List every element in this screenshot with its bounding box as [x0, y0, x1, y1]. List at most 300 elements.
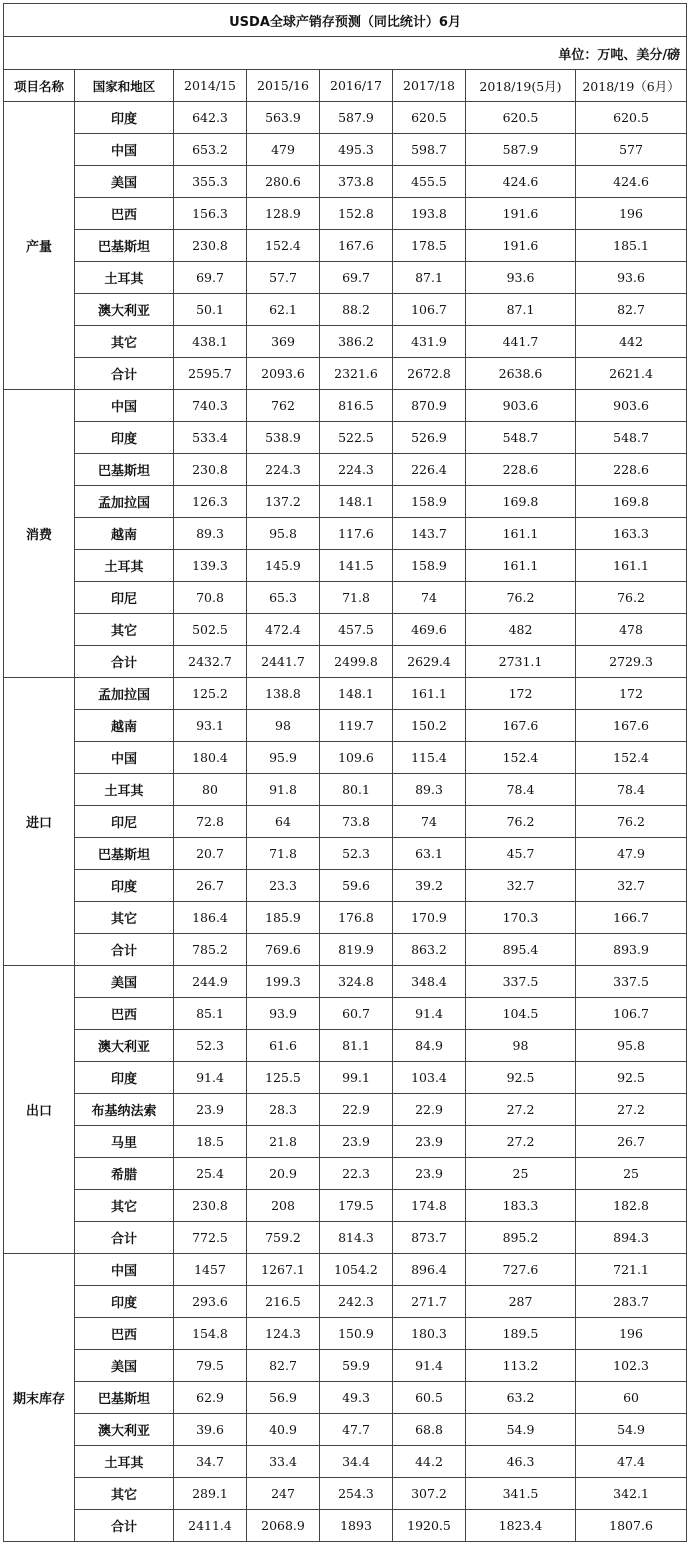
value-cell: 95.9 [247, 742, 320, 774]
value-cell: 369 [247, 326, 320, 358]
region-cell: 土耳其 [75, 1446, 174, 1478]
value-cell: 33.4 [247, 1446, 320, 1478]
value-cell: 182.8 [576, 1190, 687, 1222]
value-cell: 78.4 [466, 774, 576, 806]
table-row [4, 1254, 687, 1286]
value-cell: 152.4 [466, 742, 576, 774]
table-row [4, 1158, 687, 1190]
value-cell: 653.2 [174, 134, 247, 166]
value-cell: 247 [247, 1478, 320, 1510]
value-cell: 156.3 [174, 198, 247, 230]
value-cell: 1267.1 [247, 1254, 320, 1286]
value-cell: 89.3 [174, 518, 247, 550]
value-cell: 533.4 [174, 422, 247, 454]
value-cell: 185.1 [576, 230, 687, 262]
value-cell: 22.9 [320, 1094, 393, 1126]
value-cell: 47.7 [320, 1414, 393, 1446]
col-header-2016-17: 2016/17 [320, 70, 393, 102]
region-cell: 中国 [75, 390, 174, 422]
value-cell: 870.9 [393, 390, 466, 422]
value-cell: 903.6 [466, 390, 576, 422]
region-cell: 巴基斯坦 [75, 230, 174, 262]
value-cell: 721.1 [576, 1254, 687, 1286]
region-cell: 中国 [75, 1254, 174, 1286]
value-cell: 230.8 [174, 230, 247, 262]
table-row [4, 582, 687, 614]
value-cell: 103.4 [393, 1062, 466, 1094]
value-cell: 145.9 [247, 550, 320, 582]
value-cell: 816.5 [320, 390, 393, 422]
value-cell: 185.9 [247, 902, 320, 934]
table-row [4, 678, 687, 710]
value-cell: 52.3 [174, 1030, 247, 1062]
value-cell: 893.9 [576, 934, 687, 966]
region-cell: 巴基斯坦 [75, 454, 174, 486]
value-cell: 472.4 [247, 614, 320, 646]
value-cell: 18.5 [174, 1126, 247, 1158]
value-cell: 56.9 [247, 1382, 320, 1414]
value-cell: 167.6 [320, 230, 393, 262]
value-cell: 80.1 [320, 774, 393, 806]
value-cell: 2672.8 [393, 358, 466, 390]
table-row [4, 1414, 687, 1446]
value-cell: 117.6 [320, 518, 393, 550]
value-cell: 148.1 [320, 486, 393, 518]
table-row [4, 934, 687, 966]
value-cell: 23.9 [320, 1126, 393, 1158]
region-cell: 越南 [75, 710, 174, 742]
region-cell: 合计 [75, 1510, 174, 1542]
value-cell: 348.4 [393, 966, 466, 998]
value-cell: 283.7 [576, 1286, 687, 1318]
value-cell: 27.2 [576, 1094, 687, 1126]
value-cell: 106.7 [576, 998, 687, 1030]
region-cell: 印度 [75, 1286, 174, 1318]
value-cell: 115.4 [393, 742, 466, 774]
value-cell: 478 [576, 614, 687, 646]
value-cell: 442 [576, 326, 687, 358]
value-cell: 98 [466, 1030, 576, 1062]
category-production: 产量 [4, 102, 75, 390]
region-cell: 巴基斯坦 [75, 838, 174, 870]
value-cell: 1457 [174, 1254, 247, 1286]
value-cell: 178.5 [393, 230, 466, 262]
value-cell: 47.4 [576, 1446, 687, 1478]
table-row [4, 838, 687, 870]
region-cell: 巴西 [75, 998, 174, 1030]
region-cell: 印度 [75, 1062, 174, 1094]
value-cell: 563.9 [247, 102, 320, 134]
value-cell: 226.4 [393, 454, 466, 486]
value-cell: 873.7 [393, 1222, 466, 1254]
value-cell: 32.7 [466, 870, 576, 902]
value-cell: 2729.3 [576, 646, 687, 678]
region-cell: 孟加拉国 [75, 486, 174, 518]
value-cell: 740.3 [174, 390, 247, 422]
value-cell: 1920.5 [393, 1510, 466, 1542]
col-header-2015-16: 2015/16 [247, 70, 320, 102]
value-cell: 228.6 [466, 454, 576, 486]
region-cell: 合计 [75, 358, 174, 390]
value-cell: 2321.6 [320, 358, 393, 390]
value-cell: 324.8 [320, 966, 393, 998]
value-cell: 63.2 [466, 1382, 576, 1414]
value-cell: 88.2 [320, 294, 393, 326]
value-cell: 172 [466, 678, 576, 710]
header-row [4, 70, 687, 102]
table-row [4, 102, 687, 134]
region-cell: 希腊 [75, 1158, 174, 1190]
value-cell: 32.7 [576, 870, 687, 902]
region-cell: 其它 [75, 1190, 174, 1222]
region-cell: 合计 [75, 934, 174, 966]
table-row [4, 1222, 687, 1254]
table-row [4, 902, 687, 934]
value-cell: 20.9 [247, 1158, 320, 1190]
region-cell: 其它 [75, 902, 174, 934]
value-cell: 169.8 [466, 486, 576, 518]
value-cell: 438.1 [174, 326, 247, 358]
value-cell: 54.9 [576, 1414, 687, 1446]
region-cell: 印度 [75, 422, 174, 454]
region-cell: 巴西 [75, 198, 174, 230]
value-cell: 91.4 [174, 1062, 247, 1094]
value-cell: 27.2 [466, 1126, 576, 1158]
value-cell: 69.7 [174, 262, 247, 294]
value-cell: 138.8 [247, 678, 320, 710]
value-cell: 180.4 [174, 742, 247, 774]
table-row [4, 614, 687, 646]
region-cell: 越南 [75, 518, 174, 550]
value-cell: 341.5 [466, 1478, 576, 1510]
value-cell: 76.2 [466, 806, 576, 838]
value-cell: 152.4 [247, 230, 320, 262]
category-imports: 进口 [4, 678, 75, 966]
value-cell: 34.4 [320, 1446, 393, 1478]
value-cell: 98 [247, 710, 320, 742]
value-cell: 93.1 [174, 710, 247, 742]
value-cell: 143.7 [393, 518, 466, 550]
value-cell: 424.6 [466, 166, 576, 198]
value-cell: 577 [576, 134, 687, 166]
value-cell: 342.1 [576, 1478, 687, 1510]
value-cell: 158.9 [393, 550, 466, 582]
value-cell: 74 [393, 582, 466, 614]
value-cell: 208 [247, 1190, 320, 1222]
value-cell: 772.5 [174, 1222, 247, 1254]
value-cell: 109.6 [320, 742, 393, 774]
value-cell: 65.3 [247, 582, 320, 614]
value-cell: 28.3 [247, 1094, 320, 1126]
value-cell: 293.6 [174, 1286, 247, 1318]
value-cell: 126.3 [174, 486, 247, 518]
value-cell: 895.2 [466, 1222, 576, 1254]
table-row [4, 998, 687, 1030]
region-cell: 巴基斯坦 [75, 1382, 174, 1414]
usda-supply-demand-table [3, 3, 687, 1542]
value-cell: 85.1 [174, 998, 247, 1030]
table-row [4, 742, 687, 774]
value-cell: 22.3 [320, 1158, 393, 1190]
table-row [4, 134, 687, 166]
value-cell: 128.9 [247, 198, 320, 230]
value-cell: 759.2 [247, 1222, 320, 1254]
table-row [4, 806, 687, 838]
value-cell: 71.8 [320, 582, 393, 614]
value-cell: 224.3 [320, 454, 393, 486]
value-cell: 95.8 [576, 1030, 687, 1062]
region-cell: 美国 [75, 966, 174, 998]
value-cell: 82.7 [247, 1350, 320, 1382]
table-row [4, 1446, 687, 1478]
unit-label: 单位：万吨、美分/磅 [4, 37, 687, 70]
value-cell: 91.8 [247, 774, 320, 806]
table-row [4, 1478, 687, 1510]
value-cell: 620.5 [576, 102, 687, 134]
col-header-2018-19-may: 2018/19(5月) [466, 70, 576, 102]
value-cell: 92.5 [466, 1062, 576, 1094]
region-cell: 巴西 [75, 1318, 174, 1350]
value-cell: 228.6 [576, 454, 687, 486]
value-cell: 289.1 [174, 1478, 247, 1510]
value-cell: 169.8 [576, 486, 687, 518]
value-cell: 548.7 [576, 422, 687, 454]
value-cell: 60.5 [393, 1382, 466, 1414]
value-cell: 91.4 [393, 998, 466, 1030]
region-cell: 印尼 [75, 806, 174, 838]
value-cell: 386.2 [320, 326, 393, 358]
value-cell: 2621.4 [576, 358, 687, 390]
region-cell: 其它 [75, 614, 174, 646]
value-cell: 2499.8 [320, 646, 393, 678]
region-cell: 印度 [75, 102, 174, 134]
region-cell: 土耳其 [75, 550, 174, 582]
table-row [4, 1030, 687, 1062]
value-cell: 170.9 [393, 902, 466, 934]
value-cell: 68.8 [393, 1414, 466, 1446]
value-cell: 21.8 [247, 1126, 320, 1158]
col-header-item: 项目名称 [4, 70, 75, 102]
col-header-2017-18: 2017/18 [393, 70, 466, 102]
region-cell: 澳大利亚 [75, 1414, 174, 1446]
value-cell: 769.6 [247, 934, 320, 966]
region-cell: 合计 [75, 1222, 174, 1254]
value-cell: 727.6 [466, 1254, 576, 1286]
table-row [4, 486, 687, 518]
value-cell: 72.8 [174, 806, 247, 838]
table-row [4, 1350, 687, 1382]
value-cell: 64 [247, 806, 320, 838]
value-cell: 863.2 [393, 934, 466, 966]
value-cell: 76.2 [466, 582, 576, 614]
category-exports: 出口 [4, 966, 75, 1254]
value-cell: 81.1 [320, 1030, 393, 1062]
value-cell: 2638.6 [466, 358, 576, 390]
region-cell: 美国 [75, 166, 174, 198]
table-row [4, 1318, 687, 1350]
value-cell: 20.7 [174, 838, 247, 870]
value-cell: 482 [466, 614, 576, 646]
value-cell: 587.9 [466, 134, 576, 166]
value-cell: 40.9 [247, 1414, 320, 1446]
value-cell: 785.2 [174, 934, 247, 966]
value-cell: 2432.7 [174, 646, 247, 678]
region-cell: 美国 [75, 1350, 174, 1382]
value-cell: 23.9 [393, 1126, 466, 1158]
value-cell: 45.7 [466, 838, 576, 870]
value-cell: 69.7 [320, 262, 393, 294]
value-cell: 26.7 [576, 1126, 687, 1158]
value-cell: 814.3 [320, 1222, 393, 1254]
value-cell: 54.9 [466, 1414, 576, 1446]
value-cell: 150.2 [393, 710, 466, 742]
value-cell: 199.3 [247, 966, 320, 998]
value-cell: 2629.4 [393, 646, 466, 678]
region-cell: 澳大利亚 [75, 1030, 174, 1062]
value-cell: 47.9 [576, 838, 687, 870]
value-cell: 2411.4 [174, 1510, 247, 1542]
value-cell: 76.2 [576, 582, 687, 614]
value-cell: 167.6 [466, 710, 576, 742]
value-cell: 495.3 [320, 134, 393, 166]
value-cell: 27.2 [466, 1094, 576, 1126]
value-cell: 2441.7 [247, 646, 320, 678]
value-cell: 598.7 [393, 134, 466, 166]
value-cell: 25 [466, 1158, 576, 1190]
value-cell: 78.4 [576, 774, 687, 806]
value-cell: 163.3 [576, 518, 687, 550]
table-row [4, 294, 687, 326]
value-cell: 479 [247, 134, 320, 166]
value-cell: 102.3 [576, 1350, 687, 1382]
table-row [4, 774, 687, 806]
value-cell: 373.8 [320, 166, 393, 198]
value-cell: 62.1 [247, 294, 320, 326]
value-cell: 22.9 [393, 1094, 466, 1126]
table-row [4, 518, 687, 550]
value-cell: 642.3 [174, 102, 247, 134]
region-cell: 其它 [75, 326, 174, 358]
table-row [4, 1062, 687, 1094]
value-cell: 441.7 [466, 326, 576, 358]
value-cell: 538.9 [247, 422, 320, 454]
value-cell: 176.8 [320, 902, 393, 934]
col-header-2014-15: 2014/15 [174, 70, 247, 102]
region-cell: 布基纳法索 [75, 1094, 174, 1126]
value-cell: 457.5 [320, 614, 393, 646]
value-cell: 894.3 [576, 1222, 687, 1254]
value-cell: 819.9 [320, 934, 393, 966]
value-cell: 59.9 [320, 1350, 393, 1382]
value-cell: 337.5 [576, 966, 687, 998]
value-cell: 230.8 [174, 1190, 247, 1222]
value-cell: 63.1 [393, 838, 466, 870]
value-cell: 59.6 [320, 870, 393, 902]
value-cell: 896.4 [393, 1254, 466, 1286]
value-cell: 191.6 [466, 198, 576, 230]
value-cell: 148.1 [320, 678, 393, 710]
value-cell: 60.7 [320, 998, 393, 1030]
value-cell: 183.3 [466, 1190, 576, 1222]
value-cell: 23.9 [174, 1094, 247, 1126]
value-cell: 161.1 [393, 678, 466, 710]
table-row [4, 230, 687, 262]
table-row [4, 1382, 687, 1414]
value-cell: 230.8 [174, 454, 247, 486]
table-row [4, 422, 687, 454]
value-cell: 1893 [320, 1510, 393, 1542]
value-cell: 193.8 [393, 198, 466, 230]
table-row [4, 166, 687, 198]
value-cell: 337.5 [466, 966, 576, 998]
value-cell: 23.3 [247, 870, 320, 902]
value-cell: 2595.7 [174, 358, 247, 390]
table-row [4, 1190, 687, 1222]
value-cell: 71.8 [247, 838, 320, 870]
value-cell: 46.3 [466, 1446, 576, 1478]
value-cell: 1054.2 [320, 1254, 393, 1286]
value-cell: 79.5 [174, 1350, 247, 1382]
value-cell: 167.6 [576, 710, 687, 742]
table-title: USDA全球产销存预测（同比统计）6月 [4, 4, 687, 37]
value-cell: 99.1 [320, 1062, 393, 1094]
value-cell: 172 [576, 678, 687, 710]
value-cell: 762 [247, 390, 320, 422]
table-row [4, 198, 687, 230]
value-cell: 34.7 [174, 1446, 247, 1478]
value-cell: 39.6 [174, 1414, 247, 1446]
value-cell: 74 [393, 806, 466, 838]
region-cell: 合计 [75, 646, 174, 678]
value-cell: 91.4 [393, 1350, 466, 1382]
table-row [4, 390, 687, 422]
value-cell: 587.9 [320, 102, 393, 134]
region-cell: 孟加拉国 [75, 678, 174, 710]
value-cell: 73.8 [320, 806, 393, 838]
value-cell: 1807.6 [576, 1510, 687, 1542]
value-cell: 44.2 [393, 1446, 466, 1478]
value-cell: 224.3 [247, 454, 320, 486]
value-cell: 139.3 [174, 550, 247, 582]
value-cell: 106.7 [393, 294, 466, 326]
value-cell: 502.5 [174, 614, 247, 646]
value-cell: 522.5 [320, 422, 393, 454]
value-cell: 152.8 [320, 198, 393, 230]
value-cell: 244.9 [174, 966, 247, 998]
table-row [4, 966, 687, 998]
value-cell: 137.2 [247, 486, 320, 518]
usda-table-container [3, 3, 686, 1542]
value-cell: 186.4 [174, 902, 247, 934]
value-cell: 895.4 [466, 934, 576, 966]
value-cell: 80 [174, 774, 247, 806]
value-cell: 154.8 [174, 1318, 247, 1350]
category-consumption: 消费 [4, 390, 75, 678]
table-body [4, 102, 687, 1542]
table-row [4, 454, 687, 486]
table-row [4, 262, 687, 294]
value-cell: 113.2 [466, 1350, 576, 1382]
value-cell: 191.6 [466, 230, 576, 262]
value-cell: 903.6 [576, 390, 687, 422]
value-cell: 2093.6 [247, 358, 320, 390]
value-cell: 526.9 [393, 422, 466, 454]
value-cell: 92.5 [576, 1062, 687, 1094]
value-cell: 119.7 [320, 710, 393, 742]
value-cell: 23.9 [393, 1158, 466, 1190]
value-cell: 179.5 [320, 1190, 393, 1222]
value-cell: 125.2 [174, 678, 247, 710]
